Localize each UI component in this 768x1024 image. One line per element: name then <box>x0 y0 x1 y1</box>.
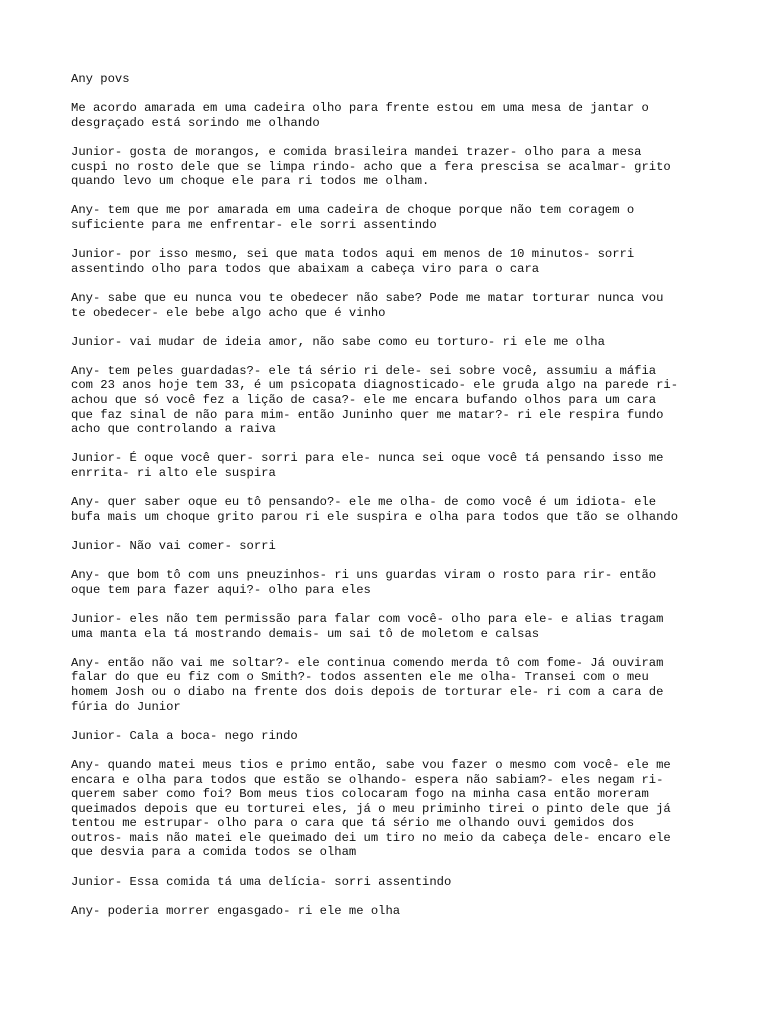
paragraph <box>71 145 711 189</box>
text-line: Junior- gosta de morangos, e comida brasileira mandei trazer- olho para a mesa <box>71 144 642 159</box>
text-line: oque tem para fazer aqui?- olho para eles <box>71 582 371 597</box>
text-line: Junior- É oque você quer- sorri para ele- nunca sei oque você tá pensando isso me <box>71 451 664 466</box>
text-line: outros- mais não matei ele queimado dei um tiro no meio da cabeça dele- encaro ele <box>71 830 671 845</box>
paragraph <box>71 451 711 480</box>
paragraph <box>71 758 711 860</box>
text-line: cuspi no rosto dele que se limpa rindo- acho que a fera prescisa se acalmar- grito <box>71 159 671 174</box>
text-line: Any- tem que me por amarada em uma cadeira de choque porque não tem coragem o <box>71 203 635 218</box>
paragraph <box>71 612 711 641</box>
text-line: com 23 anos hoje tem 33, é um psicopata diagnosticado- ele gruda algo na parede ri- <box>71 378 679 393</box>
text-line: achou que só você fez a lição de casa?- ele me encara bufando olhos para um cara <box>71 393 657 408</box>
text-line: Junior- Não vai comer- sorri <box>71 539 276 553</box>
text-line: Junior- Essa comida tá uma delícia- sorri assentindo <box>71 874 452 889</box>
text-line: Me acordo amarada em uma cadeira olho para frente estou em uma mesa de jantar o <box>71 101 649 116</box>
text-line: Junior- Cala a boca- nego rindo <box>71 728 298 743</box>
text-line: Junior- vai mudar de ideia amor, não sabe como eu torturo- ri ele me olha <box>71 334 605 349</box>
text-line: que faz sinal de não para mim- então Juninho quer me matar?- ri ele respira fundo <box>71 407 664 422</box>
paragraph <box>71 539 711 554</box>
paragraph <box>71 335 711 350</box>
text-line: assentindo olho para todos que abaixam a cabeça viro para o cara <box>71 261 540 276</box>
text-line: Any- tem peles guardadas?- ele tá sério ri dele- sei sobre você, assumiu a máfia <box>71 363 657 378</box>
text-line: Any- que bom tô com uns pneuzinhos- ri uns guardas viram o rosto para rir- então <box>71 568 657 583</box>
text-line: desgraçado está sorindo me olhando <box>71 115 320 130</box>
text-line: querem saber como foi? Bom meus tios colocaram fogo na minha casa então moreram <box>71 787 649 802</box>
text-line: enrrita- ri alto ele suspira <box>71 466 276 481</box>
text-line: Any povs <box>71 72 130 86</box>
text-line: Junior- por isso mesmo, sei que mata todos aqui em menos de 10 minutos- sorri <box>71 247 635 262</box>
text-line: Any- quando matei meus tios e primo então, sabe vou fazer o mesmo com você- ele me <box>71 757 671 772</box>
text-line: que desvia para a comida todos se olham <box>71 845 357 860</box>
document-page <box>71 72 711 933</box>
paragraph <box>71 904 711 919</box>
text-line: fúria do Junior <box>71 699 181 714</box>
text-line: Any- poderia morrer engasgado- ri ele me olha <box>71 903 401 918</box>
paragraph <box>71 729 711 744</box>
text-line: bufa mais um choque grito parou ri ele suspira e olha para todos que tão se olhando <box>71 509 679 524</box>
paragraph <box>71 568 711 597</box>
text-line: encara e olha para todos que estão se olhando- espera não sabiam?- eles negam ri- <box>71 772 664 787</box>
paragraph <box>71 72 711 87</box>
paragraph <box>71 101 711 130</box>
text-line: queimados depois que eu torturei eles, já o meu priminho tirei o pinto dele que já <box>71 801 671 816</box>
text-line: suficiente para me enfrentar- ele sorri assentindo <box>71 217 437 232</box>
text-line: falar do que eu fiz com o Smith?- todos assenten ele me olha- Transei com o meu <box>71 670 649 685</box>
paragraph <box>71 247 711 276</box>
paragraph <box>71 875 711 890</box>
text-line: tentou me estrupar- olho para o cara que tá sério me olhando ouvi gemidos dos <box>71 816 635 831</box>
text-line: acho que controlando a raiva <box>71 422 276 437</box>
text-line: te obedecer- ele bebe algo acho que é vinho <box>71 305 386 320</box>
text-line: quando levo um choque ele para ri todos me olham. <box>71 174 430 189</box>
text-line: Junior- eles não tem permissão para falar com você- olho para ele- e alias tragam <box>71 611 664 626</box>
paragraph <box>71 495 711 524</box>
paragraph <box>71 203 711 232</box>
paragraph <box>71 291 711 320</box>
text-line: Any- então não vai me soltar?- ele continua comendo merda tô com fome- Já ouviram <box>71 655 664 670</box>
paragraph <box>71 364 711 437</box>
paragraph <box>71 656 711 714</box>
text-line: uma manta ela tá mostrando demais- um sai tô de moletom e calsas <box>71 626 540 641</box>
text-line: homem Josh ou o diabo na frente dos dois depois de torturar ele- ri com a cara de <box>71 684 664 699</box>
text-line: Any- quer saber oque eu tô pensando?- ele me olha- de como você é um idiota- ele <box>71 495 657 510</box>
text-line: Any- sabe que eu nunca vou te obedecer não sabe? Pode me matar torturar nunca vou <box>71 290 664 305</box>
